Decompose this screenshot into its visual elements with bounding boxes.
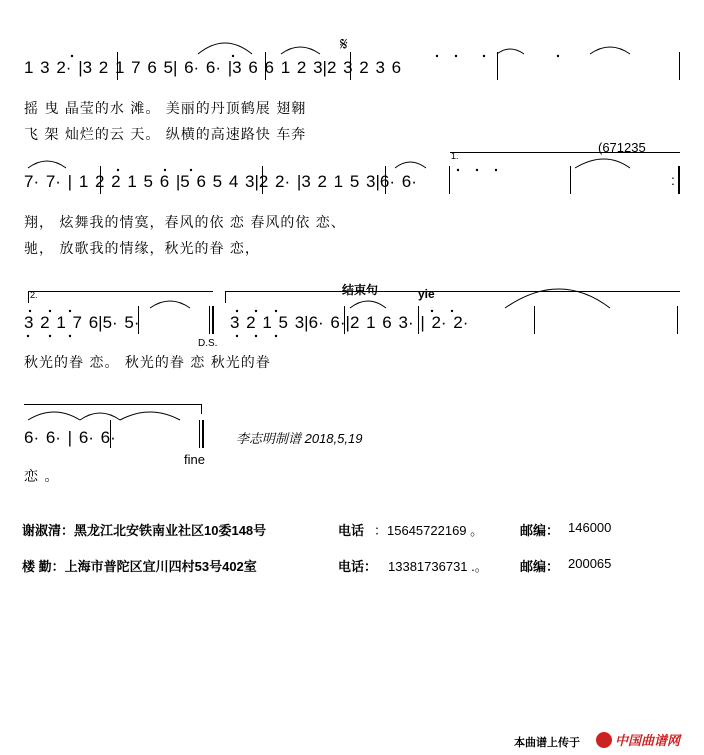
contact-row-1-phone-label: 电话	[338, 523, 365, 538]
upload-note: 本曲谱上传于	[514, 737, 580, 749]
contact-name: 楼 勤：	[22, 559, 65, 574]
first-ending-mark: 1.	[451, 151, 459, 161]
logo-text: 中国曲谱网	[615, 733, 681, 748]
contact-name: 谢淑清：	[22, 523, 75, 538]
contact-row-1-zip: 146000	[568, 520, 612, 535]
contact-row-1-zip-label: 邮编：	[520, 523, 560, 538]
contact-address: 上海市普陀区宜川四村53号402室	[64, 559, 257, 574]
fine-mark: fine	[184, 452, 205, 467]
contact-row-2-phone-label: 电话：	[338, 559, 378, 574]
line1-lyrics-verse1: 摇 曳 晶莹的水 滩。 美丽的丹顶鹤展 翅翱	[24, 101, 307, 117]
coda-label: 结束句	[342, 283, 379, 297]
intro-notes: (671235	[598, 140, 646, 155]
line1-notes: 1 3 2· |3 2 1 7 6 5| 6· 6· |3 6 6 1 2 3|2 3 2 3 6	[24, 58, 402, 77]
contact-row-2-zip: 200065	[568, 556, 612, 571]
second-ending-mark: 2.	[30, 290, 38, 300]
contact-row-2-zip-label: 邮编：	[520, 559, 560, 574]
line3-lyrics: 秋光的眷 恋。 秋光的眷 恋 秋光的眷	[24, 355, 271, 371]
line2-notes: 7· 7· | 1 2 2 1 5 6 |5 6 5 4 3|2 2· |3 2 1 5 3|6· 6·	[24, 172, 417, 191]
line4-lyrics: 恋 。	[24, 469, 60, 485]
contact-row-2-phone: 13381736731 .。	[388, 559, 488, 574]
contact-address: 黑龙江北安铁南业社区10委148号	[74, 523, 267, 538]
yie-label: yie	[418, 287, 435, 301]
line3-notes-right: 3 2 1 5 3|6· 6·|2 1 6 3· | 2· 2·	[230, 313, 469, 332]
contact-row-1-phone: ：15645722169 。	[374, 523, 484, 538]
line2-lyrics-verse2: 驰， 放歌我的情缘，秋光的眷 恋，	[24, 241, 260, 257]
logo-icon	[596, 732, 612, 748]
line2-lyrics-verse1: 翔， 炫舞我的情寞，春风的依 恋 春风的依 恋、	[24, 215, 346, 231]
site-logo[interactable]	[596, 730, 680, 749]
contact-row-1	[22, 520, 266, 539]
contact-row-2	[22, 556, 257, 575]
ds-mark: D.S.	[198, 338, 218, 349]
transcriber-credit: 李志明制谱 2018,5,19	[236, 431, 363, 446]
line4-notes: 6· 6· | 6· 6·	[24, 428, 116, 447]
line1-lyrics-verse2: 飞 架 灿烂的云 天。 纵横的高速路快 车奔	[24, 127, 307, 143]
segno-sign: 𝄋	[340, 34, 348, 54]
line3-notes-left: 3 2 1 7 6|5· 5·	[24, 313, 140, 332]
